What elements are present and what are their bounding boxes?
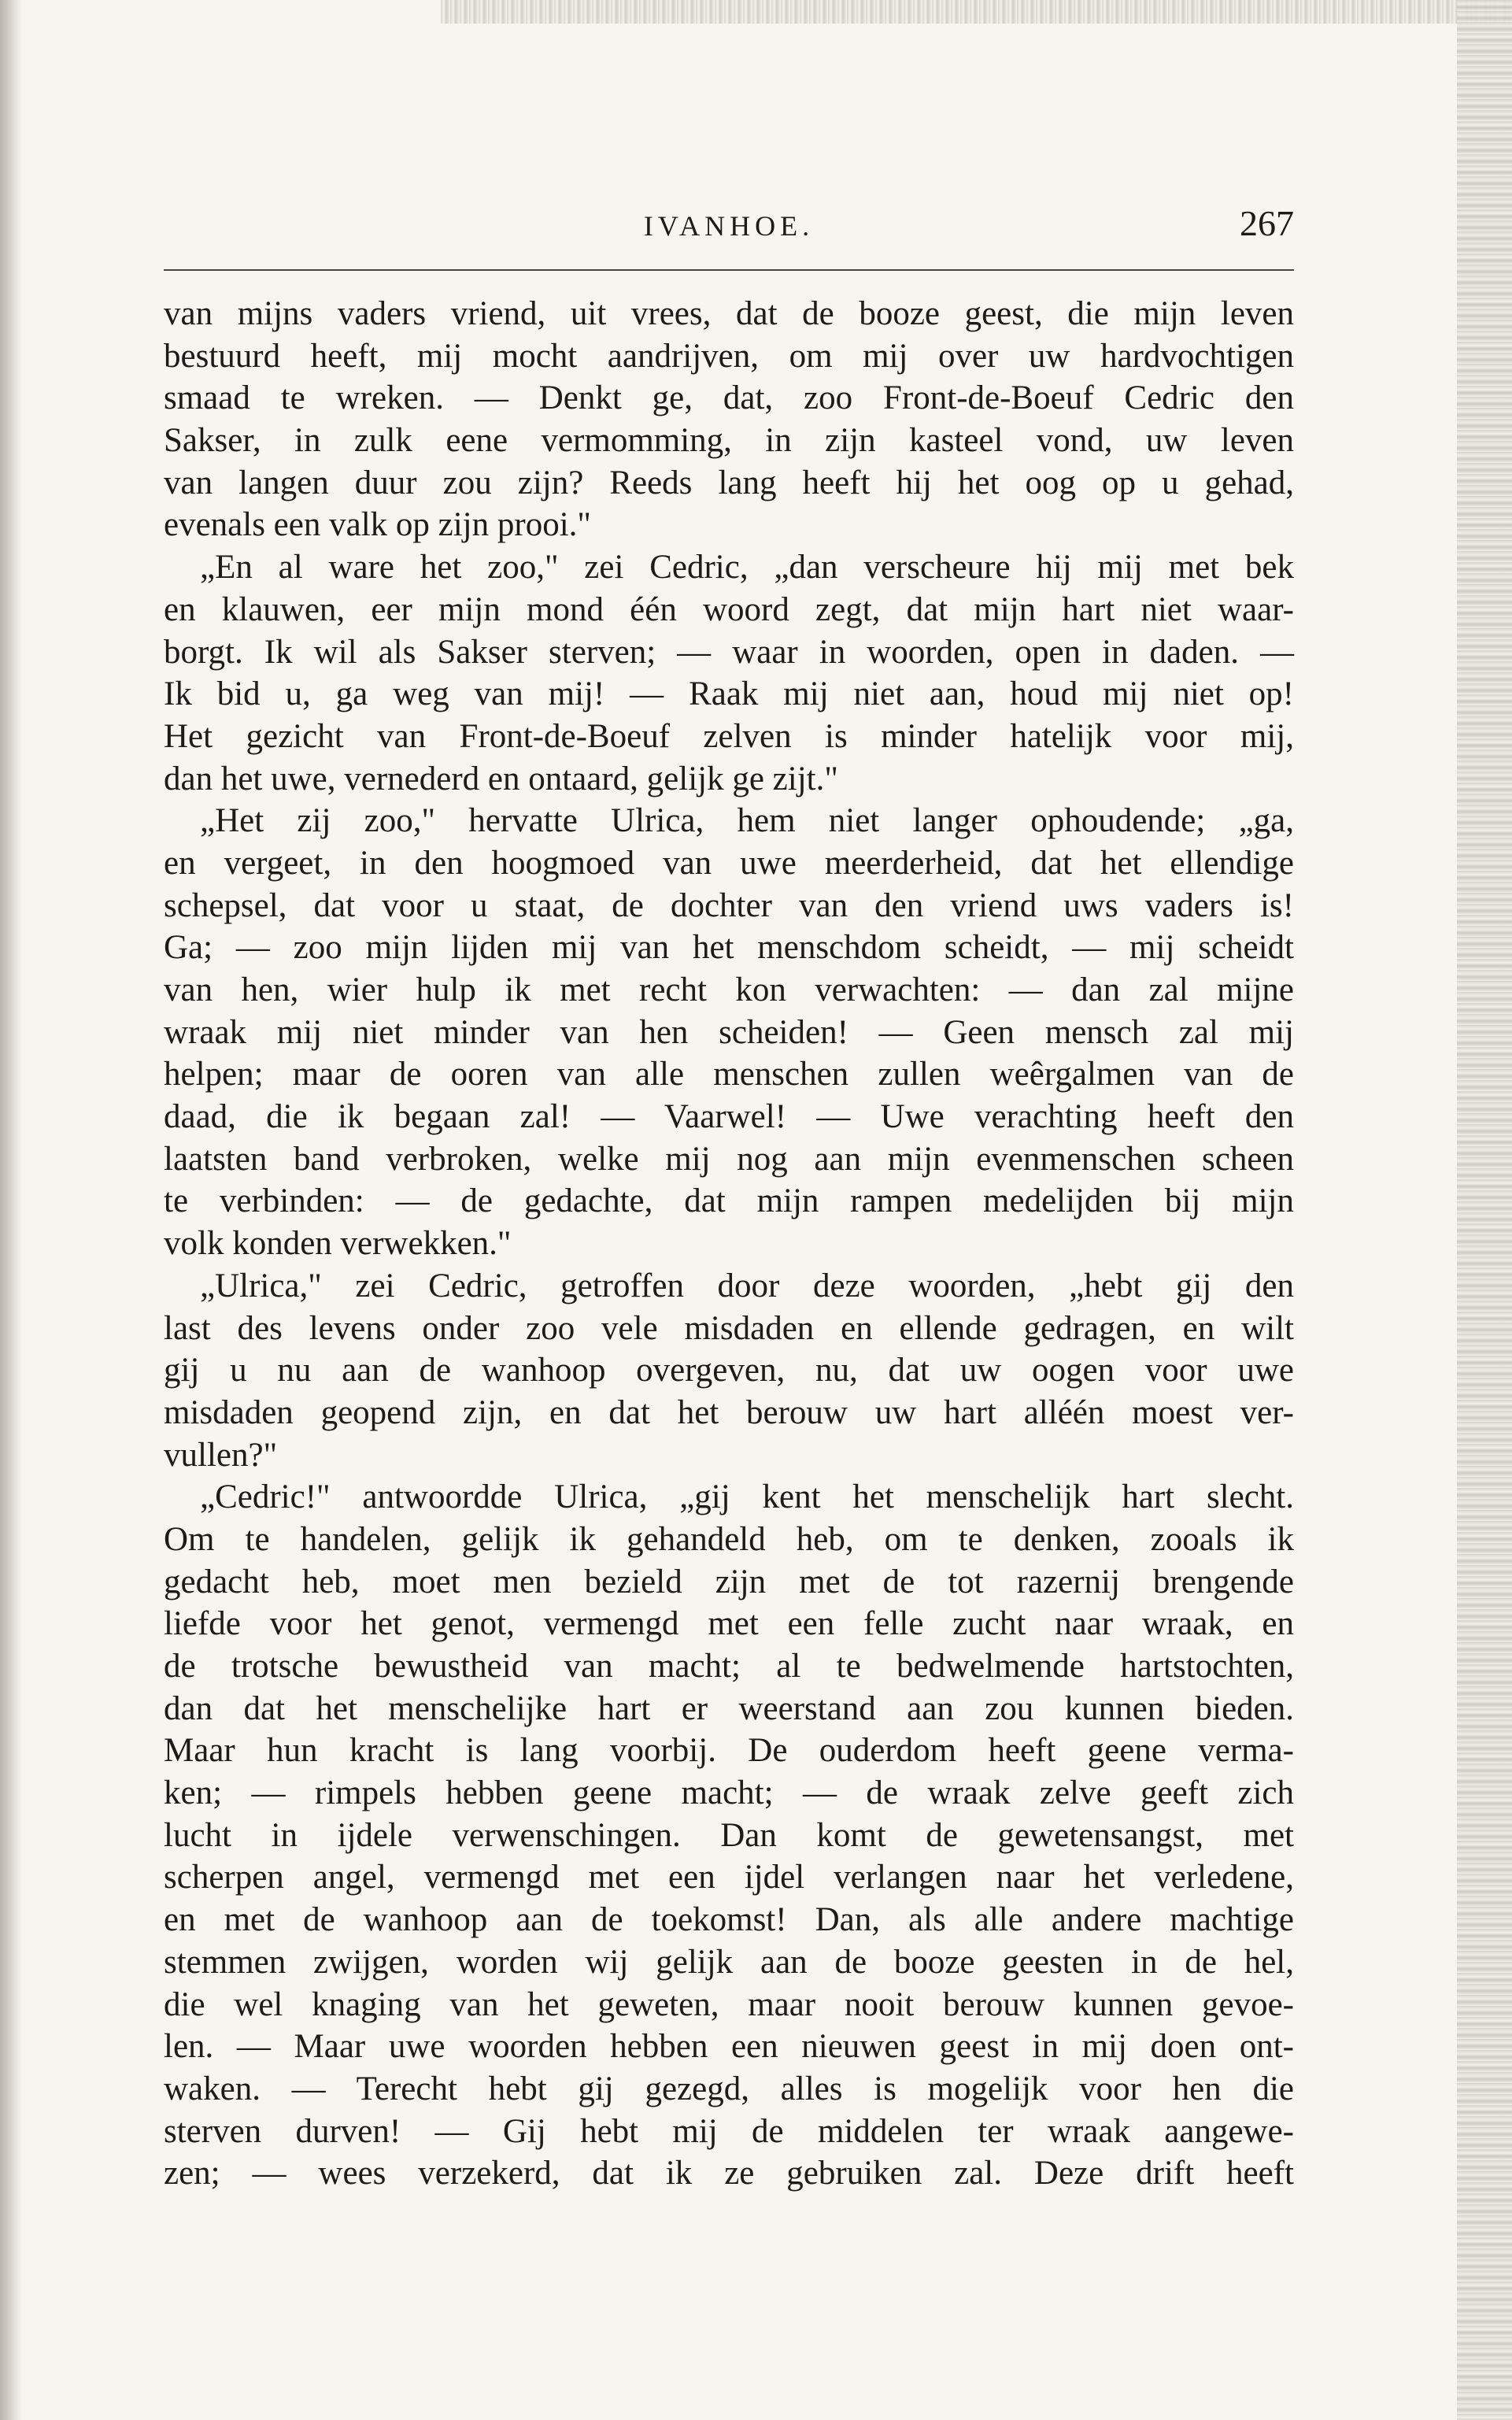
text-line: Ik bid u, ga weg van mij! — Raak mij niet aan, houd mij niet op! — [164, 675, 1294, 713]
text-line: Maar hun kracht is lang voorbij. De ouderdom heeft geene verma- — [164, 1732, 1294, 1770]
text-line: gedacht heb, moet men bezield zijn met de tot razernij brengende — [164, 1563, 1294, 1600]
text-line: helpen; maar de ooren van alle menschen zullen weêrgalmen van de — [164, 1056, 1294, 1093]
text-line: laatsten band verbroken, welke mij nog aan mijn evenmenschen scheen — [164, 1140, 1294, 1178]
text-line: liefde voor het genot, vermengd met een felle zucht naar wraak, en — [164, 1605, 1294, 1643]
body-text — [164, 293, 1294, 2195]
text-line: last des levens onder zoo vele misdaden en ellende gedragen, en wilt — [164, 1309, 1294, 1347]
text-line: dan dat het menschelijke hart er weerstand aan zou kunnen bieden. — [164, 1689, 1294, 1727]
text-line: van langen duur zou zijn? Reeds lang heeft hij het oog op u gehad, — [164, 464, 1294, 501]
text-line: dan het uwe, vernederd en ontaard, gelijk ge zijt." — [164, 760, 838, 797]
text-line: die wel knaging van het geweten, maar nooit berouw kunnen gevoe- — [164, 1985, 1294, 2023]
text-line: stemmen zwijgen, worden wij gelijk aan de booze geesten in de hel, — [164, 1943, 1294, 1981]
text-line: en met de wanhoop aan de toekomst! Dan, als alle andere machtige — [164, 1901, 1294, 1939]
text-line: van mijns vaders vriend, uit vrees, dat de booze geest, die mijn leven — [164, 295, 1294, 332]
page-edge-right — [1457, 0, 1512, 2420]
text-line: Het gezicht van Front-de-Boeuf zelven is minder hatelijk voor mij, — [164, 717, 1294, 755]
text-line: wraak mij niet minder van hen scheiden! — Geen mensch zal mij — [164, 1013, 1294, 1051]
text-line: borgt. Ik wil als Sakser sterven; — waar in woorden, open in daden. — — [164, 633, 1294, 671]
text-line: sterven durven! — Gij hebt mij de middelen ter wraak aangewe- — [164, 2112, 1294, 2150]
page-edge-top — [441, 0, 1512, 24]
text-line: volk konden verwekken." — [164, 1225, 512, 1263]
running-title: IVANHOE. — [643, 210, 815, 242]
text-line: „Cedric!" antwoordde Ulrica, „gij kent het menschelijk hart slecht. — [200, 1478, 1294, 1516]
text-line: evenals een valk op zijn prooi." — [164, 506, 591, 544]
text-line: Om te handelen, gelijk ik gehandeld heb, om te denken, zooals ik — [164, 1520, 1294, 1558]
text-line: te verbinden: — de gedachte, dat mijn rampen medelijden bij mijn — [164, 1182, 1294, 1220]
text-line: vullen?" — [164, 1436, 278, 1474]
text-line: bestuurd heeft, mij mocht aandrijven, om mij over uw hardvochtigen — [164, 337, 1294, 375]
text-line: de trotsche bewustheid van macht; al te bedwelmende hartstochten, — [164, 1648, 1294, 1685]
text-line: lucht in ijdele verwenschingen. Dan komt de gewetensangst, met — [164, 1816, 1294, 1854]
text-line: zen; — wees verzekerd, dat ik ze gebruiken zal. Deze drift heeft — [164, 2155, 1294, 2192]
page-number: 267 — [1240, 203, 1294, 243]
page-header — [164, 203, 1294, 271]
text-line: gij u nu aan de wanhoop overgeven, nu, dat uw oogen voor uwe — [164, 1352, 1294, 1389]
text-line: Sakser, in zulk eene vermomming, in zijn kasteel vond, uw leven — [164, 422, 1294, 460]
text-line: van hen, wier hulp ik met recht kon verwachten: — dan zal mijne — [164, 971, 1294, 1008]
text-line: ken; — rimpels hebben geene macht; — de wraak zelve geeft zich — [164, 1774, 1294, 1812]
text-line: daad, die ik begaan zal! — Vaarwel! — Uwe verachting heeft den — [164, 1098, 1294, 1136]
text-line: misdaden geopend zijn, en dat het berouw uw hart alléén moest ver- — [164, 1393, 1294, 1431]
text-line: en klauwen, eer mijn mond één woord zegt, dat mijn hart niet waar- — [164, 590, 1294, 628]
text-line: Ga; — zoo mijn lijden mij van het menschdom scheidt, — mij scheidt — [164, 929, 1294, 967]
text-line: scherpen angel, vermengd met een ijdel verlangen naar het verledene, — [164, 1859, 1294, 1896]
page-edge-left — [0, 0, 22, 2420]
text-line: „En al ware het zoo," zei Cedric, „dan verscheure hij mij met bek — [200, 549, 1294, 586]
text-line: len. — Maar uwe woorden hebben een nieuwen geest in mij doen ont- — [164, 2028, 1294, 2066]
text-line: waken. — Terecht hebt gij gezegd, alles is mogelijk voor hen die — [164, 2070, 1294, 2107]
text-line: „Ulrica," zei Cedric, getroffen door deze woorden, „hebt gij den — [200, 1267, 1294, 1304]
text-line: en vergeet, in den hoogmoed van uwe meerderheid, dat het ellendige — [164, 844, 1294, 882]
text-line: smaad te wreken. — Denkt ge, dat, zoo Front-de-Boeuf Cedric den — [164, 379, 1294, 417]
text-line: „Het zij zoo," hervatte Ulrica, hem niet langer ophoudende; „ga, — [200, 802, 1294, 840]
text-line: schepsel, dat voor u staat, de dochter van den vriend uws vaders is! — [164, 886, 1294, 924]
